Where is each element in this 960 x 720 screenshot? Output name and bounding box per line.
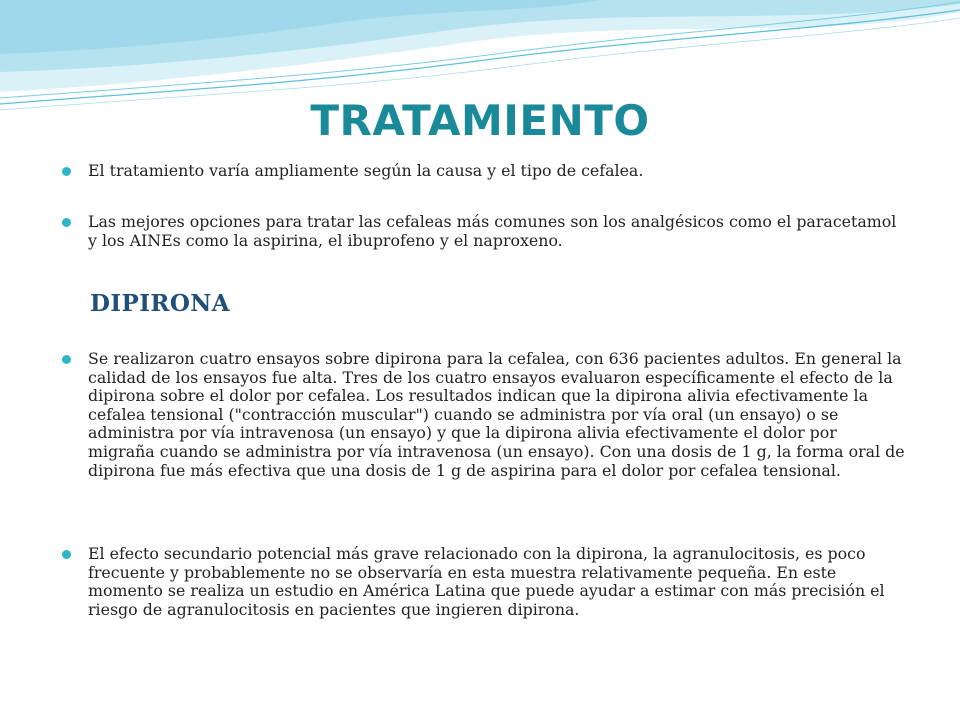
bullet-text: Se realizaron cuatro ensayos sobre dipirona para la cefalea, con 636 pacientes adultos. En general la calidad de los ensayos fue alta. Tres de los cuatro ensayos evaluaron específicamente el efecto de la dipirona sobre el dolor por cefalea. Los resultados indican que la dipirona alivia efectivamente la cefalea tensional ("contracción muscular") cuando se administra por vía oral (un ensayo) o se administra por vía intravenosa (un ensayo) y que la dipirona alivia efectivamente el dolor por migraña cuando se administra por vía intravenosa (un ensayo). Con una dosis de 1 g, la forma oral de dipirona fue más efectiva que una dosis de 1 g de aspirina para el dolor por cefalea tensional.	[88, 349, 905, 480]
bullet-text: El tratamiento varía ampliamente según la causa y el tipo de cefalea.	[88, 161, 644, 180]
bullet-text: El efecto secundario potencial más grave relacionado con la dipirona, la agranulocitosis, es poco frecuente y probablemente no se observaría en esta muestra relativamente pequeña. En este momento se realiza un estudio en América Latina que puede ayudar a estimar con más precisión el riesgo de agranulocitosis en pacientes que ingieren dipirona.	[88, 544, 885, 619]
bullet-dot-icon	[62, 550, 71, 559]
bullet-item	[62, 350, 907, 480]
bullet-item	[62, 545, 907, 619]
bullet-text: Las mejores opciones para tratar las cefaleas más comunes son los analgésicos como el paracetamol y los AINEs como la aspirina, el ibuprofeno y el naproxeno.	[88, 212, 897, 250]
slide-title: TRATAMIENTO	[310, 96, 650, 145]
bullet-dot-icon	[62, 218, 71, 227]
bullet-item	[62, 162, 907, 181]
bullet-dot-icon	[62, 355, 71, 364]
bullet-dot-icon	[62, 167, 71, 176]
bullet-item	[62, 213, 907, 250]
section-subheading: DIPIRONA	[90, 290, 230, 317]
